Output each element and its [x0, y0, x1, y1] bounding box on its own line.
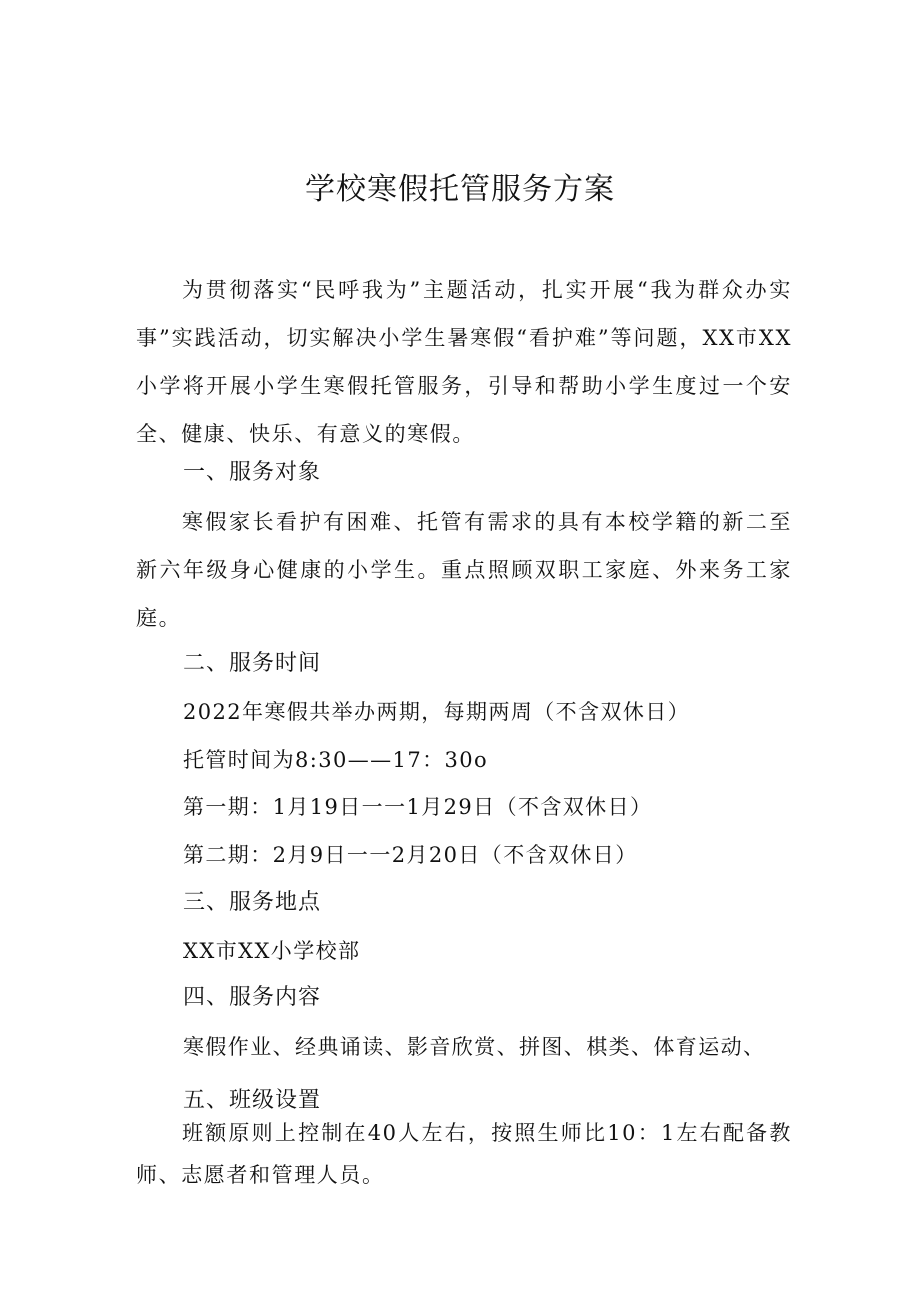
- section-heading-service-location: 三、服务地点: [183, 890, 322, 915]
- service-time-line-2: 托管时间为8:30——17：30o: [183, 748, 489, 772]
- service-location-line: XX市XX小学校部: [183, 939, 361, 963]
- section-heading-service-time: 二、服务时间: [183, 651, 322, 676]
- section-heading-service-target: 一、服务对象: [183, 460, 322, 485]
- intro-paragraph: 为贯彻落实“民呼我为”主题活动，扎实开展“我为群众办实事”实践活动，切实解决小学生暑寒假“看护难”等问题，XX市XX小学将开展小学生寒假托管服务，引导和帮助小学生度过一个安全、健康、快乐、有意义的寒假。: [136, 278, 792, 446]
- document-title: 学校寒假托管服务方案: [305, 172, 615, 207]
- service-time-line-1: 2022年寒假共举办两期，每期两周（不含双休日）: [183, 700, 691, 724]
- class-setup-paragraph: 班额原则上控制在40人左右，按照生师比10：1左右配备教师、志愿者和管理人员。: [136, 1121, 792, 1187]
- section-heading-class-setup: 五、班级设置: [183, 1088, 322, 1113]
- service-time-line-3: 第一期：1月19日一一1月29日（不含双休日）: [183, 795, 653, 819]
- service-time-line-4: 第二期：2月9日一一2月20日（不含双休日）: [183, 843, 638, 867]
- service-target-paragraph: 寒假家长看护有困难、托管有需求的具有本校学籍的新二至新六年级身心健康的小学生。重点照顾双职工家庭、外来务工家庭。: [136, 510, 792, 630]
- section-heading-service-content: 四、服务内容: [183, 985, 322, 1010]
- service-content-line: 寒假作业、经典诵读、影音欣赏、拼图、棋类、体育运动、: [183, 1035, 766, 1059]
